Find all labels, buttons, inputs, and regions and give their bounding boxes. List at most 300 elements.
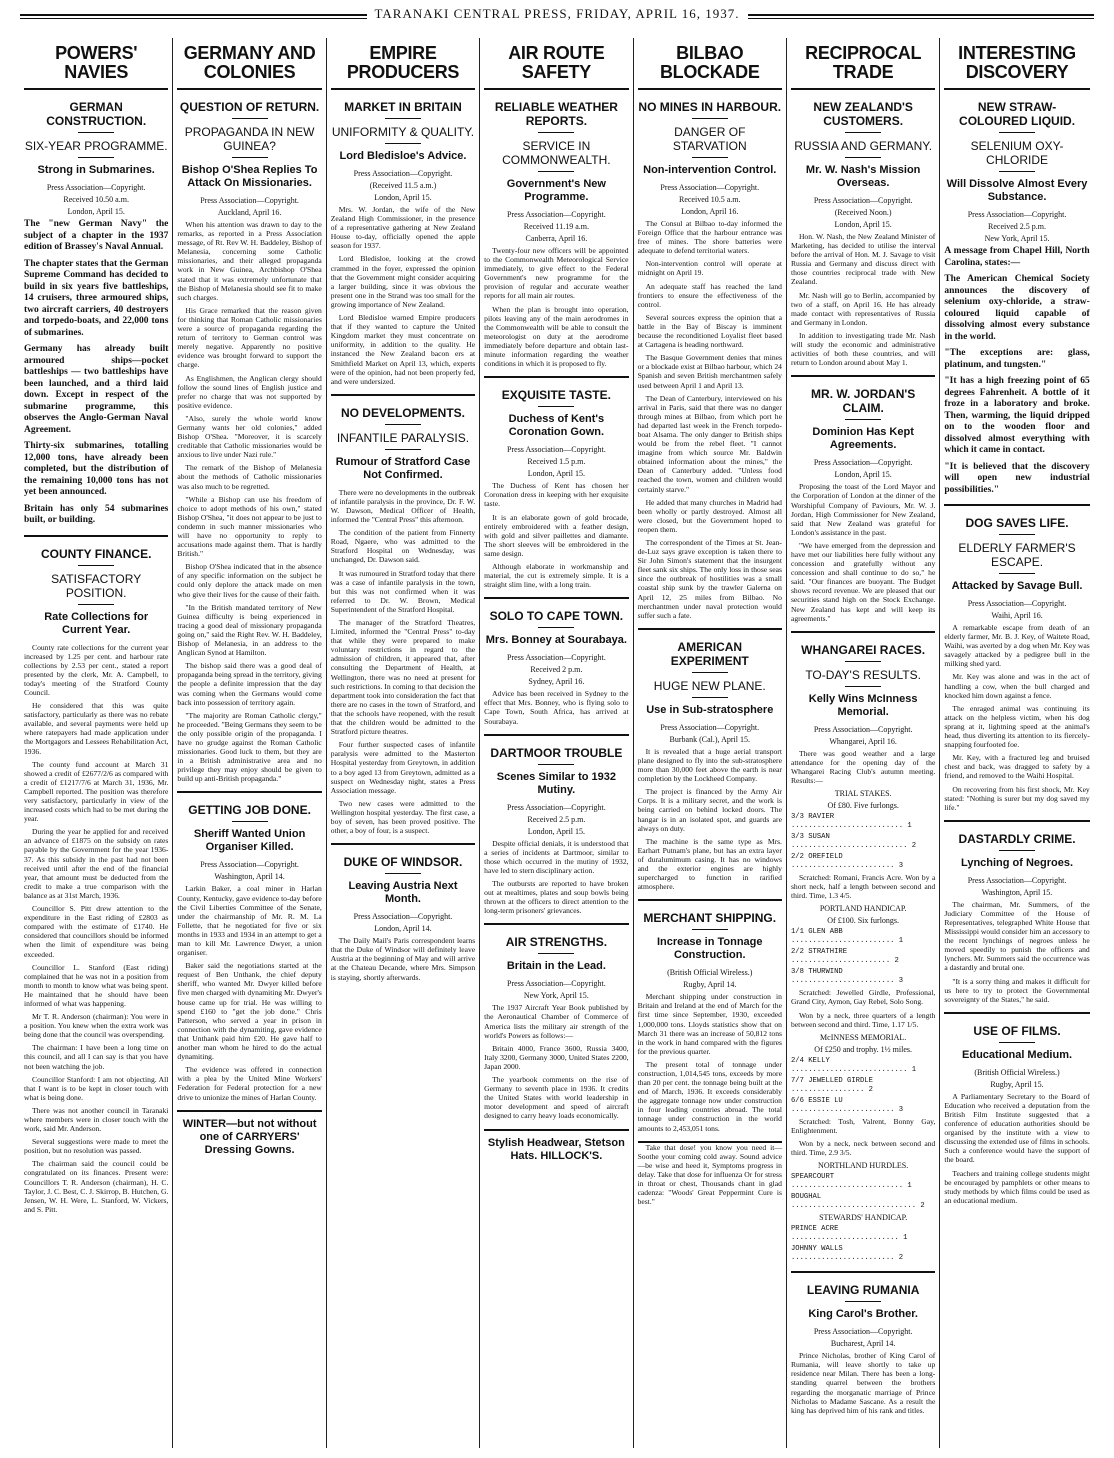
paragraph: The chairman, Mr. Summers, of the Judiciary Committee of the House of Representatives, telegraphed White House that Mississippi would consider him an accessory to the recent lynchings of negroes unless he moved speedily to punish the officers and lynchers. Mr. Summers said the occurrence was a dastardly and brutal one. [944,899,1090,973]
paragraph: "While a Bishop can use his freedom of choice to adopt methods of his own," stated Bishop O'Shea, "it does not appear to be just to condemn in such manner missionaries who will have no opportunity to reply to accusations made against them. That is hardly British." [177,494,322,559]
dateline: Of £80. Five furlongs. [827,801,899,811]
deck: Lynching of Negroes. [961,856,1074,869]
heading-rule [791,88,935,90]
article-separator [638,628,782,630]
dateline: Press Association—Copyright. [200,196,299,205]
paragraph: Mr. Key was alone and was in the act of handling a cow, when the bull charged and knocked him down against a fence. [944,672,1090,700]
race-result-line: 6/6 ESSIE LU ........................ 3 [790,1096,904,1114]
paragraph: In addition to investigating trade Mr. Nash will study the economic and administrative activities of both these countries, and will return to London around about May 1. [790,330,936,368]
paragraph: The chairman said the council could be congratulated on its finances. Present were: Councillors T. R. Anderson (chairman), H. C. Taylor, J. C. Best, C. J. Skirrop, B. Hutchen, G. Jensen, W. H. Were, L. Stanford, W. Vickers, and S. Pitt. [24,1159,169,1214]
deck: Increase in Tonnage Construction. [656,936,763,962]
dateline: Press Association—Copyright. [200,860,299,870]
lead-paragraph: "The exceptions are: glass, platinum, and tungsten." [944,348,1090,370]
subheadline: RUSSIA AND GERMANY. [794,139,933,153]
short-rule [232,118,268,119]
deck: Rate Collections for Current Year. [44,610,149,636]
subheadline: PROPAGANDA IN NEW GUINEA? [184,125,315,153]
dateline: Press Association—Copyright. [813,724,913,734]
paragraph: The Dean of Canterbury, interviewed on his arrival in Paris, said that there was no danger through mines at Bilbao, from which port he had departed last week in the French torpedo-boat Alsama. The only danger to British ships would be from the rebel fleet. "I cannot imagine from which source Mr. Baldwin obtained information about the mines," the Dean of Canterbury added. "Unless food reached the town, women and children would certainly starve." [637,393,782,494]
paragraph: "It is a sorry thing and makes it difficult for us here to try to protect the Governmental sovereignty of the States," he said. [944,976,1090,1004]
dateline: STEWARDS' HANDICAP. [819,1213,908,1223]
paragraph: "We have emerged from the depression and have met our liabilities here fully without any concession and gratefully without any concession and shall continue to do so," he said. "Our finances are buoyant. The Budget shows record revenue. We are pleased that our securities stand high on the Stock Exchange. New Zealand has kept and will keep its agreements." [790,540,936,623]
masthead [20,6,1094,38]
article-separator [177,1110,321,1112]
article-separator [944,820,1089,822]
column-2 [173,38,326,1448]
dateline: London, April 15. [527,469,586,479]
paragraph: Bishop O'Shea indicated that in the absence of any specific information on the subject he could only deplore the attack made on men who give their lives for the cause of their faith. [177,562,322,599]
subheadline: SERVICE IN COMMONWEALTH. [502,139,611,167]
short-rule [538,764,574,765]
paragraph: He considered that this was quite satisfactory, particularly as there was no rebate available, and several payments were held up where ratepayers had made application under the Mortgagors and Lessees Rehabilitation Act, 1936. [24,701,169,756]
paragraph: Two new cases were admitted to the Wellington hospital yesterday. The first case, a boy of seven, has been proved positive. The other, a boy of four, is a suspect. [330,798,476,836]
article-separator [331,843,475,845]
short-rule [538,953,574,954]
paragraph: On recovering from his first shock, Mr. Key stated: "Nothing is surer but my dog saved my life." [944,784,1090,812]
dateline: Press Association—Copyright. [353,169,453,178]
short-rule [538,627,574,628]
column-6 [787,38,940,1448]
deck: Leaving Austria Next Month. [348,880,458,906]
deck: Government's New Programme. [506,178,606,203]
deck: Sheriff Wanted Union Organiser Killed. [193,828,306,854]
dateline: London, April 14. [374,924,432,934]
race-result-line: 2/2 OREFIELD ........................ 3 [790,853,904,871]
headline: WHANGAREI RACES. [801,642,926,657]
headline: RELIABLE WEATHER REPORTS. [494,100,618,128]
paragraph: Prince Nicholas, brother of King Carol of Rumania, will leave shortly to take up residence near Milan. There has been a long-standing quarrel between the brothers regarding the morganatic marriage of Prince Nicholas to Madame Sascane. As a result the king has deprived him of his rank and titles. [790,1351,936,1415]
dateline: Press Association—Copyright. [507,802,606,812]
dateline: Press Association—Copyright. [353,912,453,922]
dateline: Received 10.50 a.m. [63,195,129,204]
headline: DASTARDLY CRIME. [958,831,1076,846]
headline: DUKE OF WINDSOR. [343,855,463,870]
dateline: Received 2 p.m. [530,665,583,675]
dateline: Received 2.5 p.m. [527,814,586,824]
race-result-line: SPEARCOURT .......................... 1 [790,1173,912,1191]
paragraph: Mrs. W. Jordan, the wife of the New Zealand High Commissioner, in the presence of a representative gathering at New Zealand House to-day, officially opened the apple season for 1937. [330,205,476,251]
short-rule [232,157,268,158]
race-result-line: 1/1 GLEN ABB ........................ 1 [790,928,904,946]
paragraph: A remarkable escape from death of an elderly farmer, Mr. B. J. Key, of Waitete Road, Waihi, was averted by a dog when Mr. Key was savagely attacked by a pedigree bull in the milking shed yard. [944,623,1090,669]
paragraph: There was not another council in Taranaki where members were in closer touch with the work, said Mr. Anderson. [24,1105,169,1134]
race-result-line: 3/3 RAVIER .......................... 1 [790,813,912,831]
paragraph: "Also, surely the whole world know Germany wants her old colonies," added Bishop O'Shea. "Moreover, it is scarcely creditable that Catholic missionaries would be anxious to live under Nazi rule." [177,413,322,460]
article-separator [484,734,628,736]
short-rule [692,672,728,673]
paragraph: The county fund account at March 31 showed a credit of £2677/2/6 as compared with a credit of £1217/7/6 at March 31, 1936, Mr. Campbell reported. The position was therefore very satisfactory, particularly in view of the increased costs which had to be met during the year. [24,759,169,824]
paragraph: It is revealed that a huge aerial transport plane designed to fly into the sub-stratosphere more than 30,000 feet above the earth is near completion by the Lockheed Company. [637,746,782,784]
subheadline: SIX-YEAR PROGRAMME. [24,139,168,153]
paragraph: Lord Bledisloe, looking at the crowd crammed in the foyer, expressed the opinion that the Government might consider acquiring a larger building, since it was obvious the present one in the Strand was too small for the growing importance of New Zealand. [330,254,476,309]
headline: USE OF FILMS. [973,1023,1061,1038]
dateline: New York, April 15. [523,991,589,1001]
race-result-line: JOHNNY WALLS ........................ 2 [790,1245,904,1263]
dateline: Of £250 and trophy. 1½ miles. [814,1044,912,1054]
paragraph: Despite official denials, it is understood that a series of incidents at Dartmoor, similar to those which occurred in the mutiny of 1932, have led to stern disciplinary action. [484,838,629,875]
dateline: Rugby, April 15. [990,1079,1044,1089]
short-rule [78,132,114,133]
race-result-line: 7/7 JEWELLED GIRDLE ................. 2 [790,1076,873,1094]
short-rule [692,157,728,158]
deck: Duchess of Kent's Coronation Gown. [508,413,605,439]
subheadline: HUGE NEW PLANE. [653,678,766,693]
race-result-line: 2/2 STRATHIRE ....................... 2 [790,948,899,966]
dateline: Sydney, April 16. [528,677,585,687]
paragraph: Britain 4000, France 3600, Russia 3400, Italy 3200, Germany 3000, United States 2200, Japan 2000. [484,1043,629,1071]
column-heading: INTERESTING DISCOVERY [958,43,1076,82]
paragraph: There were no developments in the outbreak of infantile paralysis in the province, Dr. F. W. W. Dawson, Medical Officer of Health, informed the "Central Press" this afternoon. [330,487,476,525]
deck: Educational Medium. [962,1048,1073,1061]
paragraph: The project is financed by the Army Air Corps. It is a military secret, and the work is being carried on behind locked doors. The hangar is in an isolated spot, and guards are always on duty. [637,787,782,833]
short-rule [385,873,421,874]
deck: Rumour of Stratford Case Not Confirmed. [335,455,471,481]
paragraph: Councillor L. Stanford (East riding) complained that he was not in a position from month to month to know what was being spent. He maintained that he should have been informed of what was happening. [24,962,169,1008]
paragraph: Scratched: Romani, Francis Acre. Won by a short neck, half a length between second and third. Time, 1.3 4/5. [790,873,936,901]
dateline: Whangarei, April 16. [829,736,897,746]
column-heading: RECIPROCAL TRADE [805,43,922,82]
paragraph: Twenty-four new officers will be appointed to the Commonwealth Meteorological Service immediately, to give effect to the Federal Government's new programme for the provision of regular and accurate weather reports for all main air routes. [484,246,629,301]
dateline: Press Association—Copyright. [46,183,146,192]
headline: GERMAN CONSTRUCTION. [46,100,147,128]
column-1 [20,38,173,1448]
column-heading: GERMANY AND COLONIES [183,43,316,82]
paragraph: The enraged animal was continuing its attack on the helpless victim, when his dog sprang at it, lightning speed at the animal's head, thus diverting its attention to its fiercely-snapping fourfooted foe. [944,703,1090,750]
paragraph: Several suggestions were made to meet the position, but no resolution was passed. [24,1137,169,1156]
deck: Britain in the Lead. [506,960,606,973]
short-rule [385,424,421,425]
deck: Strong in Submarines. [37,164,155,176]
short-rule [78,604,114,605]
dateline: Press Association—Copyright. [967,210,1067,219]
dateline: Washington, April 14. [214,872,285,882]
paragraph: The remark of the Bishop of Melanesia about the methods of Catholic missionaries was also much to be regretted. [177,463,322,491]
dateline: Press Association—Copyright. [660,183,760,192]
headline: AIR STRENGTHS. [505,935,608,950]
lead-paragraph: The American Chemical Society announces the discovery of selenium oxy-chloride, a straw-coloured liquid capable of dissolving almost every substance in the world. [944,274,1090,342]
dateline: Received 11.19 a.m. [523,222,589,231]
dateline: Press Association—Copyright. [507,445,606,455]
short-rule [845,1301,881,1302]
dateline: Received 1.5 p.m. [527,457,586,467]
deck: Mrs. Bonney at Sourabaya. [485,634,627,647]
race-result-line: BOUGHAL ............................. 2 [790,1193,925,1211]
paragraph: The evidence was offered in connection with a plea by the United Mine Workers' Federation for Federal protection for a new drive to unionize the mines of Harlan County. [177,1065,322,1102]
paragraph: Teachers and training college students might be encouraged by pamphlets or other means to study methods by which films could be used as an educational medium. [944,1168,1090,1205]
article-separator [484,597,628,599]
dateline: Burbank (Cal.), April 15. [669,734,750,744]
short-rule [538,171,574,172]
headline: COUNTY FINANCE. [40,546,152,561]
paragraph: Won by a neck, neck between second and third. Time, 2.9 3/5. [790,1138,936,1158]
subheadline: SELENIUM OXY-CHLORIDE [970,139,1064,167]
subheadline: UNIFORMITY & QUALITY. [331,125,475,139]
short-rule [999,534,1035,535]
dateline: London, April 15. [374,193,432,202]
dateline: London, April 16. [681,207,739,216]
dateline: (Received Noon.) [834,208,892,217]
paragraph: Councillor Stanford: I am not objecting. All that I want is to be kept in closer touch with what is being done. [24,1074,169,1102]
lead-paragraph: "It is believed that the discovery will open new industrial possibilities." [944,461,1090,495]
deck: Use in Sub-stratosphere [646,703,774,716]
paragraph: Scratched: Jewelled Girdle, Professional, Grand City, Aymon, Gay Rebel, Solo Song. [790,988,936,1007]
dateline: Received 10.5 a.m. [678,195,741,204]
column-heading: POWERS' NAVIES [55,43,138,82]
dateline: London, April 15. [67,207,125,216]
paragraph: Non-intervention control will operate at midnight on April 19. [637,259,782,278]
subheadline: ELDERLY FARMER'S ESCAPE. [958,541,1076,569]
short-rule [385,143,421,144]
race-result-line: 2/4 KELLY ........................... 1 [790,1056,917,1074]
dateline: London, April 15. [834,470,892,480]
dateline: Press Association—Copyright. [507,653,606,663]
paragraph: A Parliamentary Secretary to the Board of Education who received a deputation from the British Film Institute suggested that a conference of education authorities should be organised by the institute with a view to discussing the extended use of films in schools. Such a conference would have the support of the board. [944,1091,1090,1165]
race-result-line: 3/3 SUSAN ........................... 2 [790,833,917,851]
column-4 [480,38,633,1448]
column-7 [940,38,1093,1448]
article-separator [331,394,475,396]
dateline: Rugby, April 14. [683,980,737,990]
short-rule [78,565,114,566]
subheadline: SATISFACTORY POSITION. [51,571,142,600]
deck: Mr. W. Nash's Mission Overseas. [805,164,921,189]
dateline: London, April 15. [527,826,586,836]
headline: QUESTION OF RETURN. [179,100,320,114]
short-rule [385,449,421,450]
heading-rule [24,88,168,90]
short-rule [845,686,881,687]
heading-rule [484,88,628,90]
paragraph: The chairman: I have been a long time on this council, and all I can say is that you have not been watching the job. [24,1043,169,1071]
heading-rule [638,88,782,90]
dateline: PORTLAND HANDICAP. [819,904,907,914]
race-result-line: 3/8 THURWIND ........................ 3 [790,968,904,986]
deck: Kelly Wins McInness Memorial. [808,692,918,718]
paragraph: The 1937 Aircraft Year Book published by the Aeronautical Chamber of Commerce of America lists the military air strength of the world's Powers as follows:— [484,1003,629,1040]
deck: Stylish Headwear, Stetson Hats. HILLOCK'S. [487,1136,625,1162]
headline: AMERICAN EXPERIMENT [670,639,749,668]
short-rule [845,132,881,133]
paragraph: Lord Bledisloe warned Empire producers that if they wanted to capture the United Kingdom market they must concentrate on uniformity, in addition to the quality. He instanced the New Zealand bacon ers at Smithfield Market on April 13, which, experts were of the opinion, had not been properly fed, and were undersized. [330,313,476,386]
short-rule [538,132,574,133]
paragraph: There was good weather and a large attendance for the opening day of the Whangarei Racing Club's autumn meeting. Results:— [790,748,936,785]
subheadline: TO-DAY'S RESULTS. [805,667,921,682]
paragraph: Mr. Key, with a fractured leg and bruised chest and back, was dragged to safety by a friend, and removed to the Waihi Hospital. [944,753,1090,781]
paragraph: Advice has been received in Sydney to the effect that Mrs. Bonney, who is flying solo to Cape Town, South Africa, has arrived at Sourabaya. [484,689,629,726]
heading-rule [944,88,1089,90]
paragraph: "The majority are Roman Catholic clergy," he proceeded. "Being Germans they seem to be the only possible origin of the propaganda. I have no grudge against the Roman Catholic missionaries. Good luck to them, but they are in a British administrative area and no privilege they may enjoy should be given to build up anti-British propaganda." [177,710,322,784]
heading-rule [177,88,321,90]
dateline: Press Association—Copyright. [813,1327,913,1337]
headline: MERCHANT SHIPPING. [643,911,777,926]
paragraph: The outbursts are reported to have broken out at mealtimes, plates and soup bowls being thrown at the officers to direct attention to the long-term prisoners' grievances. [484,879,629,916]
deck: WINTER—but not without one of CARRYERS' Dressing Gowns. [182,1117,317,1156]
paragraph: When his attention was drawn to day to the remarks, as reported in a Press Association message, of Rt. Rev W. H. Baddeley, Bishop of Melanesia, concerning some Catholic missionaries, and their alleged propaganda work in New Guinea, Archbishop O'Shea stated that it was extremely unfortunate that the Bishop of Melanesia should see fit to make such charges. [177,220,322,302]
paragraph: The condition of the patient from Finnerty Road, Ngaere, who was admitted to the Stratford Hospital on Wednesday, was unchanged, Dr. Dawson said. [330,528,476,565]
deck: Will Dissolve Almost Every Substance. [946,178,1088,203]
subheadline: DANGER OF STARVATION [672,125,747,153]
dateline: NORTHLAND HURDLES. [818,1161,909,1171]
dateline: Press Association—Copyright. [660,722,760,732]
paragraph: Hon. W. Nash, the New Zealand Minister of Marketing, has decided to utilise the interval before the arrival of Hon. M. J. Savage to visit Russia and Germany and discuss direct with those countries reciprocal trade with New Zealand. [790,232,936,287]
dateline: Press Association—Copyright. [813,458,913,468]
paragraph: Mr. Nash will go to Berlin, accompanied by two of a staff, on April 16. He has already made contact with representatives of Russia and Germany in London. [790,290,936,327]
dateline: Press Association—Copyright. [507,210,606,219]
short-rule [999,850,1035,851]
paragraph: Baker said the negotiations started at the request of Ben Unthank, the chief deputy sheriff, who wanted Mr. Dwyer killed before five men charged with dynamiting Mr. Dwyer's house came up for trial. He was willing to spend £160 to "get the job done." Chris Patterson, who served a year in prison in connection with the dynamiting, gave evidence that Unthank paid him £20. He gave half to another man whom he hired to do the actual dynamiting. [177,961,322,1062]
short-rule [385,118,421,119]
deck: Dominion Has Kept Agreements. [812,426,914,452]
paragraph: It is an elaborate gown of gold brocade, entirely embroidered with a feather design, with gold and silver paillettes and diamante. The short sleeves will be embroidered in the same design. [484,512,629,558]
paragraph: The Daily Mail's Paris correspondent learns that the Duke of Windsor will definitely leave Austria at the beginning of May and will arrive at the Chateau Decande, where Mrs. Simpson is staying, shortly afterwards. [330,936,476,982]
deck: Non-intervention Control. [643,164,777,176]
paragraph: He added that many churches in Madrid had been wholly or partly destroyed. Almost all were closed, but the Government hoped to reopen them. [637,497,782,534]
short-rule [692,118,728,119]
paragraph: The Duchess of Kent has chosen her Coronation dress in keeping with her exquisite taste. [484,481,629,509]
article-separator [177,791,321,793]
paragraph: Mr T. R. Anderson (chairman): You were in a position. You knew when the extra work was being done that the council was overspending. [24,1012,169,1040]
paragraph: Proposing the toast of the Lord Mayor and the Corporation of London at the dinner of the Worshipful Company of Paviours, Mr. W. J. Jordan, High Commissioner for New Zealand, said that New Zealand was grateful for London's assistance in the past. [790,482,936,537]
article-separator [944,1012,1089,1014]
deck: Lord Bledisloe's Advice. [339,150,467,162]
short-rule [999,132,1035,133]
lead-paragraph: A message from Chapel Hill, North Carolina, states:— [944,246,1090,268]
dateline: Press Association—Copyright. [967,599,1067,608]
article-separator [484,923,628,925]
article-separator [944,504,1089,506]
headline: NO DEVELOPMENTS. [340,405,465,420]
column-3 [327,38,480,1448]
headline: GETTING JOB DONE. [188,803,311,818]
dateline: Of £100. Six furlongs. [827,916,900,926]
paragraph: Take that dose! you know you need it— Soothe your coming cold away. Sound advice—be wise and heed it, Symptoms progress in delay. Take that dose for influenza Or for stress in throat or chest, Thousands chant in glad cadenza: "Woods' Great Peppermint Cure is best." [637,1142,782,1207]
paragraph: Larkin Baker, a coal miner in Harlan County, Kentucky, gave evidence to-day before the Civil Liberties Committee of the Senate, under the chairmanship of Mr. R. M. La Follette, that he negotiated for five or six months in 1933 and 1934 in an attempt to get a man to kill Mr. Lawrence Dwyer, a union organiser. [177,884,322,958]
paragraph: Merchant shipping under construction in Britain and Ireland at the end of March for the first time since September, 1930, exceeded 1,000,000 tons. Lloyds statistics show that on March 31 there was an increase of 50,812 tons in the work in hand compared with the figures for the previous quarter. [637,992,782,1056]
paragraph: The machine is the same type as Mrs. Earhart Putnam's plane, but has an extra layer of duralumimum casing. It has no windows and the exterior engines are highly supercharged to function in rarified atmosphere. [637,836,782,892]
paragraph: The bishop said there was a good deal of propaganda being spread in the territory, giving the people a definite impression that the day was coming when the Germans would come back into possession of territory again. [177,661,322,707]
paragraph: As Englishmen, the Anglican clergy should follow the sound lines of English justice and prefer no charge that was not supported by positive evidence. [177,373,322,410]
article-separator [484,376,628,378]
dateline: TRIAL STAKES. [834,789,892,799]
lead-paragraph: The chapter states that the German Supreme Command has decided to build in six years five battleships, 14 cruisers, three armoured ships, two aircraft carriers, 40 destroyers and torpedo-boats, and 22,000 tons of submarines. [24,258,169,338]
deck: Attacked by Savage Bull. [951,580,1083,592]
dateline: McINNESS MEMORIAL. [820,1032,907,1042]
headline: DOG SAVES LIFE. [965,516,1069,530]
paragraph: Although elaborate in workmanship and material, the cut is extremely simple. It is a straight slim line, with a long train. [484,561,629,590]
deck: Scenes Similar to 1932 Mutiny. [496,770,616,796]
newspaper-columns [20,38,1094,1448]
short-rule [845,157,881,158]
dateline: (British Official Wireless.) [667,968,753,978]
headline: NEW ZEALAND'S CUSTOMERS. [813,100,913,128]
dateline: Waihi, April 16. [991,611,1043,620]
paragraph: During the year he applied for and received an advance of £1875 on the subsidy on rates payable by the Government for the year 1936-37. As this subsidy in the past had not been received until after the end of the financial year, that amount must be deducted from the credit to make a true comparison with the balance as at 31st March, 1936. [24,827,169,900]
paragraph: The yearbook comments on the rise of Germany to seventh place in 1936. It credits the United States with world leadership in motor development and speed of aircraft designed to carry heavy loads economically. [484,1075,629,1121]
lead-paragraph: Britain has only 54 submarines built, or building. [24,503,169,525]
paragraph: The Basque Government denies that mines or a blockade exist at Bilbao harbour, which 24 Spanish and seven British merchantmen safely used between April 1 and April 13. [637,353,782,390]
paragraph: Scratched: Tosh, Valrent, Bonny Gay, Enlightenment. [790,1116,936,1135]
deck: Bishop O'Shea Replies To Attack On Missionaries. [181,164,318,189]
headline: MARKET IN BRITAIN [344,100,462,114]
paragraph: Several sources express the opinion that a battle in the Bay of Biscay is imminent because the reconditioned Loyalist fleet based at Cartagena is heading northward. [637,312,782,350]
article-separator [791,631,935,633]
paragraph: Four further suspected cases of infantile paralysis were admitted to the Masterton Hospital yesterday from Greytown, in addition to a boy aged 13 from Greytown, admitted as a suspect on Wednesday night, states a Press Association message. [330,740,476,795]
paragraph: "In the British mandated territory of New Guinea difficulty is being experienced in tracing a good deal of missionary propaganda going on," said the Right Rev. W. H. Baddeley, Bishop of Melanesia, in an address to the Anglican Synod at Hamilton. [177,602,322,658]
column-heading: EMPIRE PRODUCERS [346,43,460,82]
dateline: Press Association—Copyright. [507,979,606,989]
headline: SOLO TO CAPE TOWN. [489,609,624,624]
dateline: Received 2.5 p.m. [988,222,1047,231]
paragraph: County rate collections for the current year increased by 1.25 per cent. and harbour rate collections by 2.53 per cent., stated a report presented by the clerk, Mr. A. Campbell, to today's meeting of the Stratford County Council. [24,642,169,697]
dateline: (Received 11.5 a.m.) [369,181,437,190]
article-separator [638,899,782,901]
headline: DARTMOOR TROUBLE [490,745,623,760]
paragraph: His Grace remarked that the reason given for thinking that Roman Catholic missionaries were a source of propaganda regarding the return of territory to German control was merely negative. Apparently no positive evidence was brought forward to support the charge. [177,305,322,370]
article-separator [791,375,935,377]
dateline: New York, April 15. [984,234,1050,243]
lead-paragraph: Germany has already built armoured ships—pocket battleships — two battleships have been launched, and a third laid down. Except in respect of the submarine programme, this observes the Anglo-German Naval Agreement. [24,344,169,435]
short-rule [999,1042,1035,1043]
column-heading: AIR ROUTE SAFETY [508,43,605,82]
paragraph: It was rumoured in Stratford today that there was a case of infantile paralysis in the town, but this was not confirmed when it was referred to Dr. W. Brown, Medical Superintendent of the Stratford Hospital. [330,568,476,614]
deck: King Carol's Brother. [808,1308,918,1321]
column-heading: BILBAO BLOCKADE [659,43,760,82]
short-rule [999,573,1035,574]
short-rule [538,406,574,407]
dateline: (British Official Wireless.) [974,1067,1060,1077]
paragraph: Won by a neck, three quarters of a length between second and third. Time, 1.17 1/5. [790,1010,936,1029]
heading-rule [331,88,475,90]
paragraph: An adequate staff has reached the land frontiers to ensure the effectiveness of the control. [637,281,782,309]
paragraph: The present total of tonnage under construction, 1,014,545 tons, exceeds by more than 20 per cent. the tonnage being built at the end of March, 1936. It exceeds considerably the aggregate tonnage now under construction in four leading countries abroad. The total tonnage under construction in the world amounts to 2,453,051 tons. [637,1059,782,1133]
dateline: Canberra, April 16. [525,234,588,243]
dateline: Bucharest, April 14. [830,1339,896,1349]
dateline: Washington, April 15. [981,887,1053,897]
lead-paragraph: "It has a high freezing point of 65 degrees Fahrenheit. A bottle of it froze in a laboratory and broke. Then, warming, the liquid dripped on to the wooden floor and dissolved almost everything with which it came in contact. [944,376,1090,455]
short-rule [78,157,114,158]
short-rule [845,419,881,420]
dateline: Auckland, April 16. [217,208,282,217]
dateline: London, April 15. [834,220,892,229]
paragraph: The manager of the Stratford Theatres, Limited, informed the "Central Press" to-day that while they were prepared to make voluntary restrictions in regard to the admission of children, it appeared that, after consulting the Department of Health, at Wellington, there was no need at present for such restrictions. In coming to that decision the department took into consideration the fact that there are no cases in the town of Stratford, and that the schools have reopened, with the result that the children would be admitted to the Stratford picture theatres. [330,618,476,737]
short-rule [845,661,881,662]
headline: LEAVING RUMANIA [806,1283,920,1298]
short-rule [999,171,1035,172]
paragraph: The correspondent of the Times at St. Jean-de-Luz says grave exception is taken there to Sir John Simon's statement that the insurgent fleet sank six ships. The only loss in those seas since the outbreak of hostilities was a small coastal ship sunk by the trawler Galerna on April 12, 25 miles from Bilbao. No merchantmen under naval protection would suffer such a fate. [637,538,782,620]
short-rule [692,929,728,930]
column-5 [634,38,787,1448]
headline: NO MINES IN HARBOUR. [638,100,782,114]
headline: MR. W. JORDAN'S CLAIM. [811,387,916,416]
dateline: Press Association—Copyright. [967,875,1067,885]
race-result-line: PRINCE ACRE ......................... 1 [790,1225,908,1243]
paragraph: When the plan is brought into operation, pilots leaving any of the main aerodromes in the Commonwealth will be able to consult the meteorologist on duty at the aerodrome immediately before departure and obtain last-minute information regarding the weather conditions in which it is proposed to fly. [484,304,629,369]
short-rule [692,697,728,698]
subheadline: INFANTILE PARALYSIS. [336,430,470,445]
masthead-title: TARANAKI CENTRAL PRESS, FRIDAY, APRIL 16, 1937. [367,6,748,21]
headline: NEW STRAW-COLOURED LIQUID. [959,100,1076,128]
article-separator [484,1129,628,1131]
article-separator [791,1271,935,1273]
lead-paragraph: The "new German Navy" the subject of a chapter in the 1937 edition of Brassey's Naval Annual. [24,219,169,252]
lead-paragraph: Thirty-six submarines, totalling 12,000 tons, have already been completed, but the distribution of the remaining 10,000 tons has not yet been announced. [24,441,169,497]
dateline: Press Association—Copyright. [813,196,913,205]
paragraph: The Consul at Bilbao to-day informed the Foreign Office that the harbour entrance was free of mines. The shore batteries were adequate to defend territorial waters. [637,219,782,256]
short-rule [232,821,268,822]
paragraph: Councillor S. Pitt drew attention to the expenditure in the East riding of £2803 as compared with the estimate of £1740. He considered that councillors should be informed when the limit of expenditure was being exceeded. [24,904,169,959]
headline: EXQUISITE TASTE. [501,388,611,403]
article-separator [24,535,168,537]
